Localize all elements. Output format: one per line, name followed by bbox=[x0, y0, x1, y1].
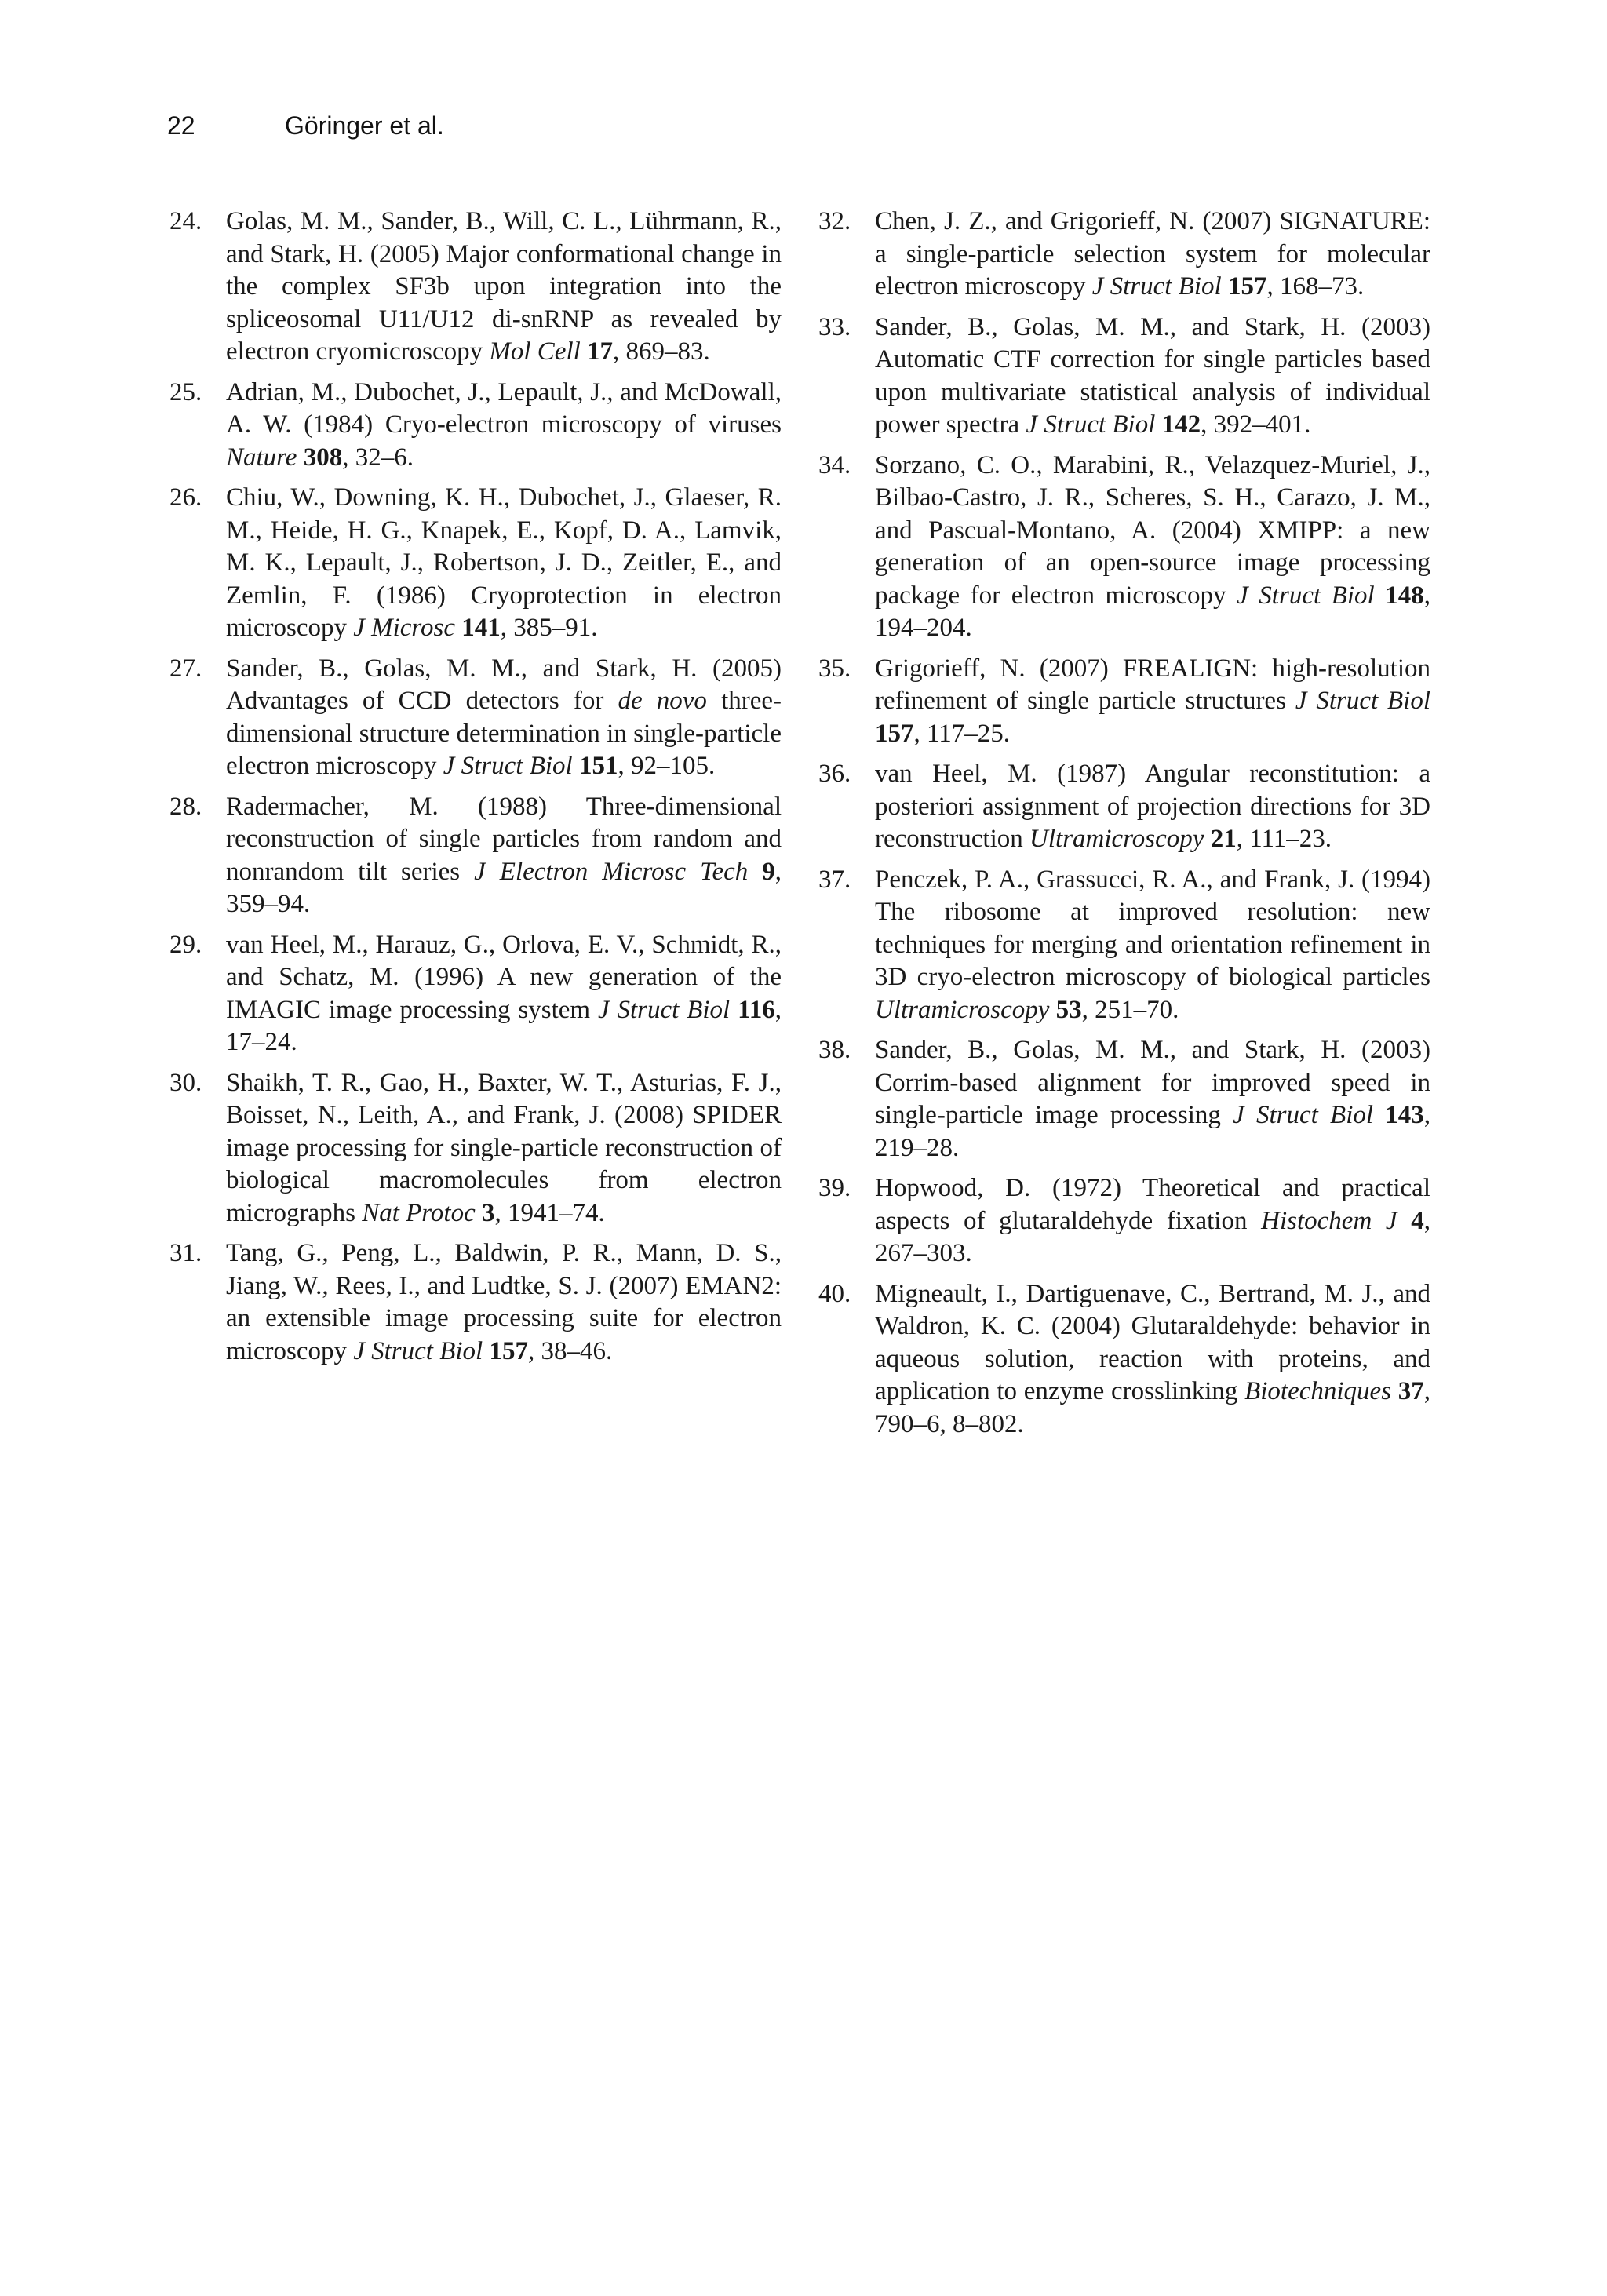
reference-volume: 151 bbox=[578, 752, 618, 780]
reference-number: 32. bbox=[818, 207, 851, 235]
reference-number: 39. bbox=[818, 1174, 851, 1202]
reference-volume: 308 bbox=[303, 443, 343, 472]
reference-volume: 17 bbox=[587, 337, 614, 366]
reference-item bbox=[169, 482, 782, 645]
reference-pages: , 359–94. bbox=[226, 857, 782, 918]
reference-text bbox=[875, 653, 1430, 751]
reference-authors-title: Migneault, I., Dartiguenave, C., Bertrand, M. J., and Waldron, K. C. (2004) Glutaraldehyde: behavior in aqueous solution, reaction with proteins, and application to enzyme crosslinking bbox=[875, 1279, 1430, 1405]
reference-text bbox=[226, 482, 782, 645]
reference-journal: J Struct Biol bbox=[1026, 410, 1156, 439]
reference-volume: 21 bbox=[1210, 825, 1237, 853]
reference-journal: J Struct Biol bbox=[1295, 687, 1431, 715]
reference-item bbox=[818, 1278, 1430, 1441]
reference-pages: , 385–91. bbox=[500, 614, 598, 642]
reference-pages: , 392–401. bbox=[1201, 410, 1311, 439]
running-head bbox=[167, 111, 444, 140]
reference-item bbox=[169, 929, 782, 1059]
reference-pages: , 168–73. bbox=[1266, 272, 1365, 301]
reference-journal: J Struct Biol bbox=[1091, 272, 1222, 301]
reference-text bbox=[226, 377, 782, 475]
reference-pages: , 267–303. bbox=[875, 1206, 1430, 1267]
reference-journal: Mol Cell bbox=[489, 337, 581, 366]
reference-number: 36. bbox=[818, 760, 851, 788]
reference-number: 34. bbox=[818, 450, 851, 479]
reference-pages: , 790–6, 8–802. bbox=[875, 1377, 1431, 1438]
reference-authors-title: Chiu, W., Downing, K. H., Dubochet, J., Glaeser, R. M., Heide, H. G., Knapek, E., Kopf, D. A., Lamvik, M. K., Lepault, J., Robertson, J. D., Zeitler, E., and Zemlin, F. (1986) Cryoprotection in electron microscopy bbox=[226, 483, 782, 642]
reference-pages: , 111–23. bbox=[1236, 825, 1332, 853]
reference-number: 33. bbox=[818, 312, 851, 341]
reference-authors-title: Sander, B., Golas, M. M., and Stark, H. (2005) Advantages of CCD detectors for bbox=[226, 654, 782, 715]
reference-text bbox=[875, 312, 1430, 442]
reference-volume: 143 bbox=[1385, 1101, 1424, 1129]
reference-text bbox=[226, 653, 782, 783]
reference-pages: , 869–83. bbox=[613, 337, 710, 366]
reference-journal: J Struct Biol bbox=[597, 995, 731, 1024]
reference-volume: 148 bbox=[1385, 581, 1424, 610]
reference-item bbox=[169, 791, 782, 921]
reference-journal: J Electron Microsc Tech bbox=[474, 857, 749, 886]
reference-journal: Histochem J bbox=[1261, 1206, 1397, 1235]
reference-authors-title: Golas, M. M., Sander, B., Will, C. L., Lührmann, R., and Stark, H. (2005) Major conformational change in the complex SF3b upon integration into the spliceosomal U11/U12 di-snRNP as revealed by electron cryomicroscopy bbox=[226, 207, 782, 366]
reference-number: 30. bbox=[169, 1068, 202, 1097]
reference-item bbox=[818, 653, 1430, 751]
reference-authors-title: Grigorieff, N. (2007) FREALIGN: high-resolution refinement of single particle structures bbox=[875, 654, 1430, 715]
reference-item bbox=[169, 1237, 782, 1368]
reference-number: 38. bbox=[818, 1036, 851, 1064]
reference-number: 27. bbox=[169, 654, 202, 683]
reference-journal: J Struct Biol bbox=[1237, 581, 1375, 610]
reference-authors-title: Chen, J. Z., and Grigorieff, N. (2007) SIGNATURE: a single-particle selection system for molecular electron microscopy bbox=[875, 207, 1430, 301]
reference-number: 28. bbox=[169, 792, 202, 821]
reference-text bbox=[875, 1172, 1430, 1270]
reference-volume: 142 bbox=[1161, 410, 1201, 439]
reference-text bbox=[875, 450, 1430, 645]
reference-volume: 3 bbox=[481, 1198, 495, 1227]
reference-item bbox=[818, 206, 1430, 304]
reference-item bbox=[818, 1172, 1430, 1270]
reference-item bbox=[169, 377, 782, 475]
reference-title-continued: three-dimensional structure determination in single-particle electron microscopy bbox=[226, 687, 782, 780]
reference-text bbox=[226, 791, 782, 921]
reference-journal: J Struct Biol bbox=[443, 752, 573, 780]
reference-number: 35. bbox=[818, 654, 851, 683]
reference-text bbox=[875, 758, 1430, 856]
reference-authors-title: Tang, G., Peng, L., Baldwin, P. R., Mann, D. S., Jiang, W., Rees, I., and Ludtke, S. J. (2007) EMAN2: an extensible image processing suite for electron microscopy bbox=[226, 1239, 782, 1365]
reference-item bbox=[818, 450, 1430, 645]
reference-text bbox=[875, 1278, 1430, 1441]
reference-volume: 4 bbox=[1411, 1206, 1424, 1235]
reference-pages: , 1941–74. bbox=[494, 1198, 605, 1227]
reference-volume: 53 bbox=[1055, 995, 1082, 1024]
reference-journal: Biotechniques bbox=[1244, 1377, 1392, 1405]
reference-text bbox=[226, 929, 782, 1059]
references-right-column bbox=[818, 206, 1430, 1449]
reference-authors-title: Hopwood, D. (1972) Theoretical and practical aspects of glutaraldehyde fixation bbox=[875, 1174, 1430, 1235]
reference-number: 25. bbox=[169, 377, 202, 406]
reference-authors-title: Sander, B., Golas, M. M., and Stark, H. (2003) Corrim-based alignment for improved speed in single-particle image processing bbox=[875, 1036, 1430, 1129]
reference-volume: 157 bbox=[489, 1336, 528, 1365]
reference-authors-title: Penczek, P. A., Grassucci, R. A., and Frank, J. (1994) The ribosome at improved resolution: new techniques for merging and orientation refinement in 3D cryo-electron microscopy of biological particles bbox=[875, 865, 1430, 991]
page-number: 22 bbox=[167, 111, 195, 140]
reference-pages: , 32–6. bbox=[342, 443, 414, 472]
reference-volume: 9 bbox=[762, 857, 775, 886]
reference-journal: J Microsc bbox=[353, 614, 456, 642]
reference-item bbox=[169, 206, 782, 369]
reference-volume: 37 bbox=[1397, 1377, 1424, 1405]
reference-text bbox=[226, 1067, 782, 1230]
reference-authors-title: Sorzano, C. O., Marabini, R., Velazquez-Muriel, J., Bilbao-Castro, J. R., Scheres, S. H., Carazo, J. M., and Pascual-Montano, A. (2004) XMIPP: a new generation of an open-source image processing package for electron microscopy bbox=[875, 450, 1430, 610]
reference-journal: Nature bbox=[226, 443, 297, 472]
reference-pages: , 92–105. bbox=[618, 752, 716, 780]
reference-italic-phrase: de novo bbox=[618, 687, 707, 715]
references-left-column bbox=[169, 206, 782, 1376]
reference-number: 40. bbox=[818, 1279, 851, 1308]
reference-item bbox=[818, 864, 1430, 1027]
running-title: Göringer et al. bbox=[285, 111, 444, 140]
reference-journal: Ultramicroscopy bbox=[1029, 825, 1204, 853]
reference-journal: J Struct Biol bbox=[353, 1336, 483, 1365]
reference-authors-title: Adrian, M., Dubochet, J., Lepault, J., and McDowall, A. W. (1984) Cryo-electron microscopy of viruses bbox=[226, 377, 782, 439]
reference-pages: , 194–204. bbox=[875, 581, 1431, 642]
reference-number: 29. bbox=[169, 930, 202, 959]
reference-text bbox=[226, 206, 782, 369]
reference-authors-title: van Heel, M. (1987) Angular reconstitution: a posteriori assignment of projection directions for 3D reconstruction bbox=[875, 760, 1430, 853]
reference-item bbox=[818, 758, 1430, 856]
reference-pages: , 219–28. bbox=[875, 1101, 1431, 1162]
reference-volume: 157 bbox=[1227, 272, 1267, 301]
reference-number: 26. bbox=[169, 483, 202, 512]
reference-journal: J Struct Biol bbox=[1233, 1101, 1374, 1129]
reference-number: 31. bbox=[169, 1239, 202, 1267]
reference-pages: , 38–46. bbox=[527, 1336, 613, 1365]
reference-number: 24. bbox=[169, 207, 202, 235]
reference-volume: 141 bbox=[461, 614, 501, 642]
reference-pages: , 251–70. bbox=[1081, 995, 1179, 1024]
reference-journal: Nat Protoc bbox=[362, 1198, 476, 1227]
reference-item bbox=[169, 653, 782, 783]
reference-text bbox=[875, 1034, 1430, 1164]
reference-authors-title: van Heel, M., Harauz, G., Orlova, E. V., Schmidt, R., and Schatz, M. (1996) A new generation of the IMAGIC image processing system bbox=[226, 930, 782, 1024]
reference-authors-title: Shaikh, T. R., Gao, H., Baxter, W. T., Asturias, F. J., Boisset, N., Leith, A., and Frank, J. (2008) SPIDER image processing for single-particle reconstruction of biological macromolecules from electron micrographs bbox=[226, 1068, 782, 1227]
reference-pages: , 117–25. bbox=[913, 719, 1011, 748]
reference-text bbox=[875, 864, 1430, 1027]
reference-item bbox=[818, 1034, 1430, 1164]
reference-item bbox=[169, 1067, 782, 1230]
reference-text bbox=[226, 1237, 782, 1368]
reference-volume: 116 bbox=[738, 995, 775, 1024]
reference-text bbox=[875, 206, 1430, 304]
reference-authors-title: Sander, B., Golas, M. M., and Stark, H. (2003) Automatic CTF correction for single particles based upon multivariate statistical analysis of individual power spectra bbox=[875, 312, 1430, 439]
reference-pages: , 17–24. bbox=[226, 995, 782, 1056]
reference-authors-title: Radermacher, M. (1988) Three-dimensional reconstruction of single particles from random and nonrandom tilt series bbox=[226, 792, 782, 886]
reference-number: 37. bbox=[818, 865, 851, 894]
reference-volume: 157 bbox=[875, 719, 914, 748]
reference-item bbox=[818, 312, 1430, 442]
reference-journal: Ultramicroscopy bbox=[875, 995, 1050, 1024]
